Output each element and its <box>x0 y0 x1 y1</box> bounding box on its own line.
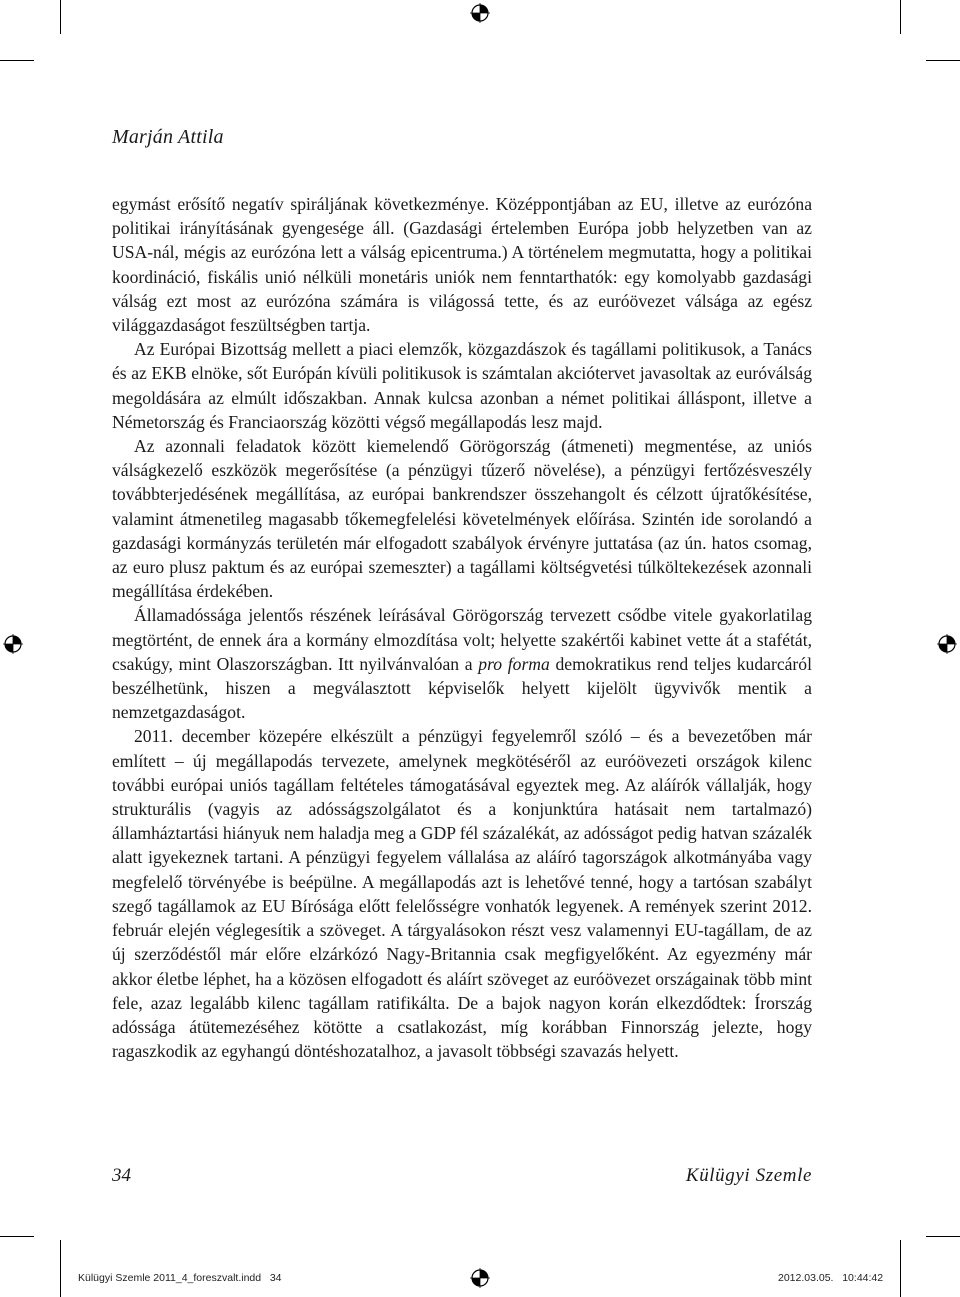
emphasis-text: pro forma <box>478 653 550 674</box>
trim-mark <box>926 60 960 61</box>
running-header-author: Marján Attila <box>112 126 224 148</box>
paragraph: 2011. december közepére elkészült a pénzügyi fegyelemről szóló – és a bevezetőben már említett – új megállapodás tervezete, amelynek megkötéséről az euróövezeti országok kilenc további európai uniós tagállam feltételes támogatásával egyeztek meg. Az aláírók vállalják, hogy strukturális (vagyis az adósságszolgálatot és a konjunktúra hatásait nem tartalmazó) államháztartási hiányuk nem haladja meg a GDP fél százalékát, az adósságot pedig hatvan százalék alatt igyekeznek tartani. A pénzügyi fegyelem vállalása az aláíró tagországok alkotmányába vagy megfelelő törvényébe is beépülne. A megállapodás azt is lehetővé tenné, hogy a tartósan szabályt szegő tagállamok az EU Bírósága előtt felelősségre vonhatók legyenek. A remények szerint 2012. február elején véglegesítik a szöveget. A tárgyalásokon részt vesz valamennyi EU-tagállam, de az új szerződéstől már előre elzárkózó Nagy-Britannia csak megfigyelőként. Az egyezmény már akkor életbe léphet, ha a közösen elfogadott és aláírt szöveget az euróövezet országainak több mint fele, azaz legalább kilenc tagállam ratifikálta. De a bajok nagyon korán elkezdődtek: Írország adóssága átütemezéséhez kötötte a csatlakozást, míg korábban Finnország jelezte, hogy ragaszkodik az egyhangú döntéshozatalhoz, a javasolt többségi szavazás helyett. <box>112 726 812 1062</box>
print-slug-date: 2012.03.05. 10:44:42 <box>778 1272 884 1284</box>
registration-mark-icon <box>470 1268 490 1288</box>
paragraph-text: demokratikus rend teljes kudarcáról beszélhetünk, hiszen a megválasztott képviselők helyett kijelölt ügyvivők mentik a nemzetgazdaságot. <box>112 653 812 723</box>
registration-mark-icon <box>470 3 490 23</box>
trim-mark <box>0 1236 34 1237</box>
trim-mark <box>900 1240 901 1297</box>
paragraph-text: Államadóssága jelentős részének leírásával Görögország tervezett csődbe vitele gyakorlatilag megtörtént, de ennek ára a kormány elmozdítása volt; helyette szakértői kabinet vette át a stafétát, csakúgy, mint Olaszországban. Itt nyilvánvalóan a <box>112 605 812 674</box>
trim-mark <box>926 1236 960 1237</box>
registration-mark-icon <box>937 634 957 654</box>
article-body <box>112 192 812 1063</box>
paragraph: egymást erősítő negatív spiráljának következménye. Középpontjában az EU, illetve az eurózóna politikai irányításának gyengesége áll. (Gazdasági értelemben Európa jobb helyzetben van az USA-nál, mégis az eurózóna lett a válság epicentruma.) A történelem megmutatta, hogy a politikai koordináció, fiskális unió nélküli monetáris uniók nem fenntarthatók: egy komolyabb gazdasági válság ezt most az eurózóna számára is világossá tette, és az euróövezet válsága az egész világgazdaságot feszültségben tartja. <box>112 194 812 336</box>
paragraph: Az azonnali feladatok között kiemelendő Görögország (átmeneti) megmentése, az uniós válságkezelő eszközök megerősítése (a pénzügyi tűzerő növelése), a pénzügyi fertőzésveszély továbbterjedésének megállítása, az európai bankrendszer összehangolt és célzott újratőkésítése, valamint átmenetileg magasabb tőkemegfelelési követelmények előírása. Szintén ide sorolandó a gazdasági kormányzás területén már elfogadott szabályok érvényre juttatása (az ún. hatos csomag, az euro plusz paktum és az európai szemeszter) a tagállami költségvetési túlköltekezések azonnali megállítása érdekében. <box>112 436 812 602</box>
trim-mark <box>60 1240 61 1297</box>
paragraph: Az Európai Bizottság mellett a piaci elemzők, közgazdászok és tagállami politikusok, a Tanács és az EKB elnöke, sőt Európán kívüli politikusok is számtalan akciótervet javasoltak az euróválság megoldására az elmúlt időszakban. Annak kulcsa azonban a német politikai álláspont, illetve a Németország és Franciaország közötti végső megállapodás lesz majd. <box>112 339 812 432</box>
page-number: 34 <box>112 1165 131 1186</box>
trim-mark <box>900 0 901 34</box>
journal-name: Külügyi Szemle <box>685 1165 812 1186</box>
paragraph <box>112 603 812 724</box>
trim-mark <box>60 0 61 34</box>
trim-mark <box>0 60 34 61</box>
registration-mark-icon <box>3 634 23 654</box>
print-slug-file: Külügyi Szemle 2011_4_foreszvalt.indd 34 <box>78 1272 282 1284</box>
